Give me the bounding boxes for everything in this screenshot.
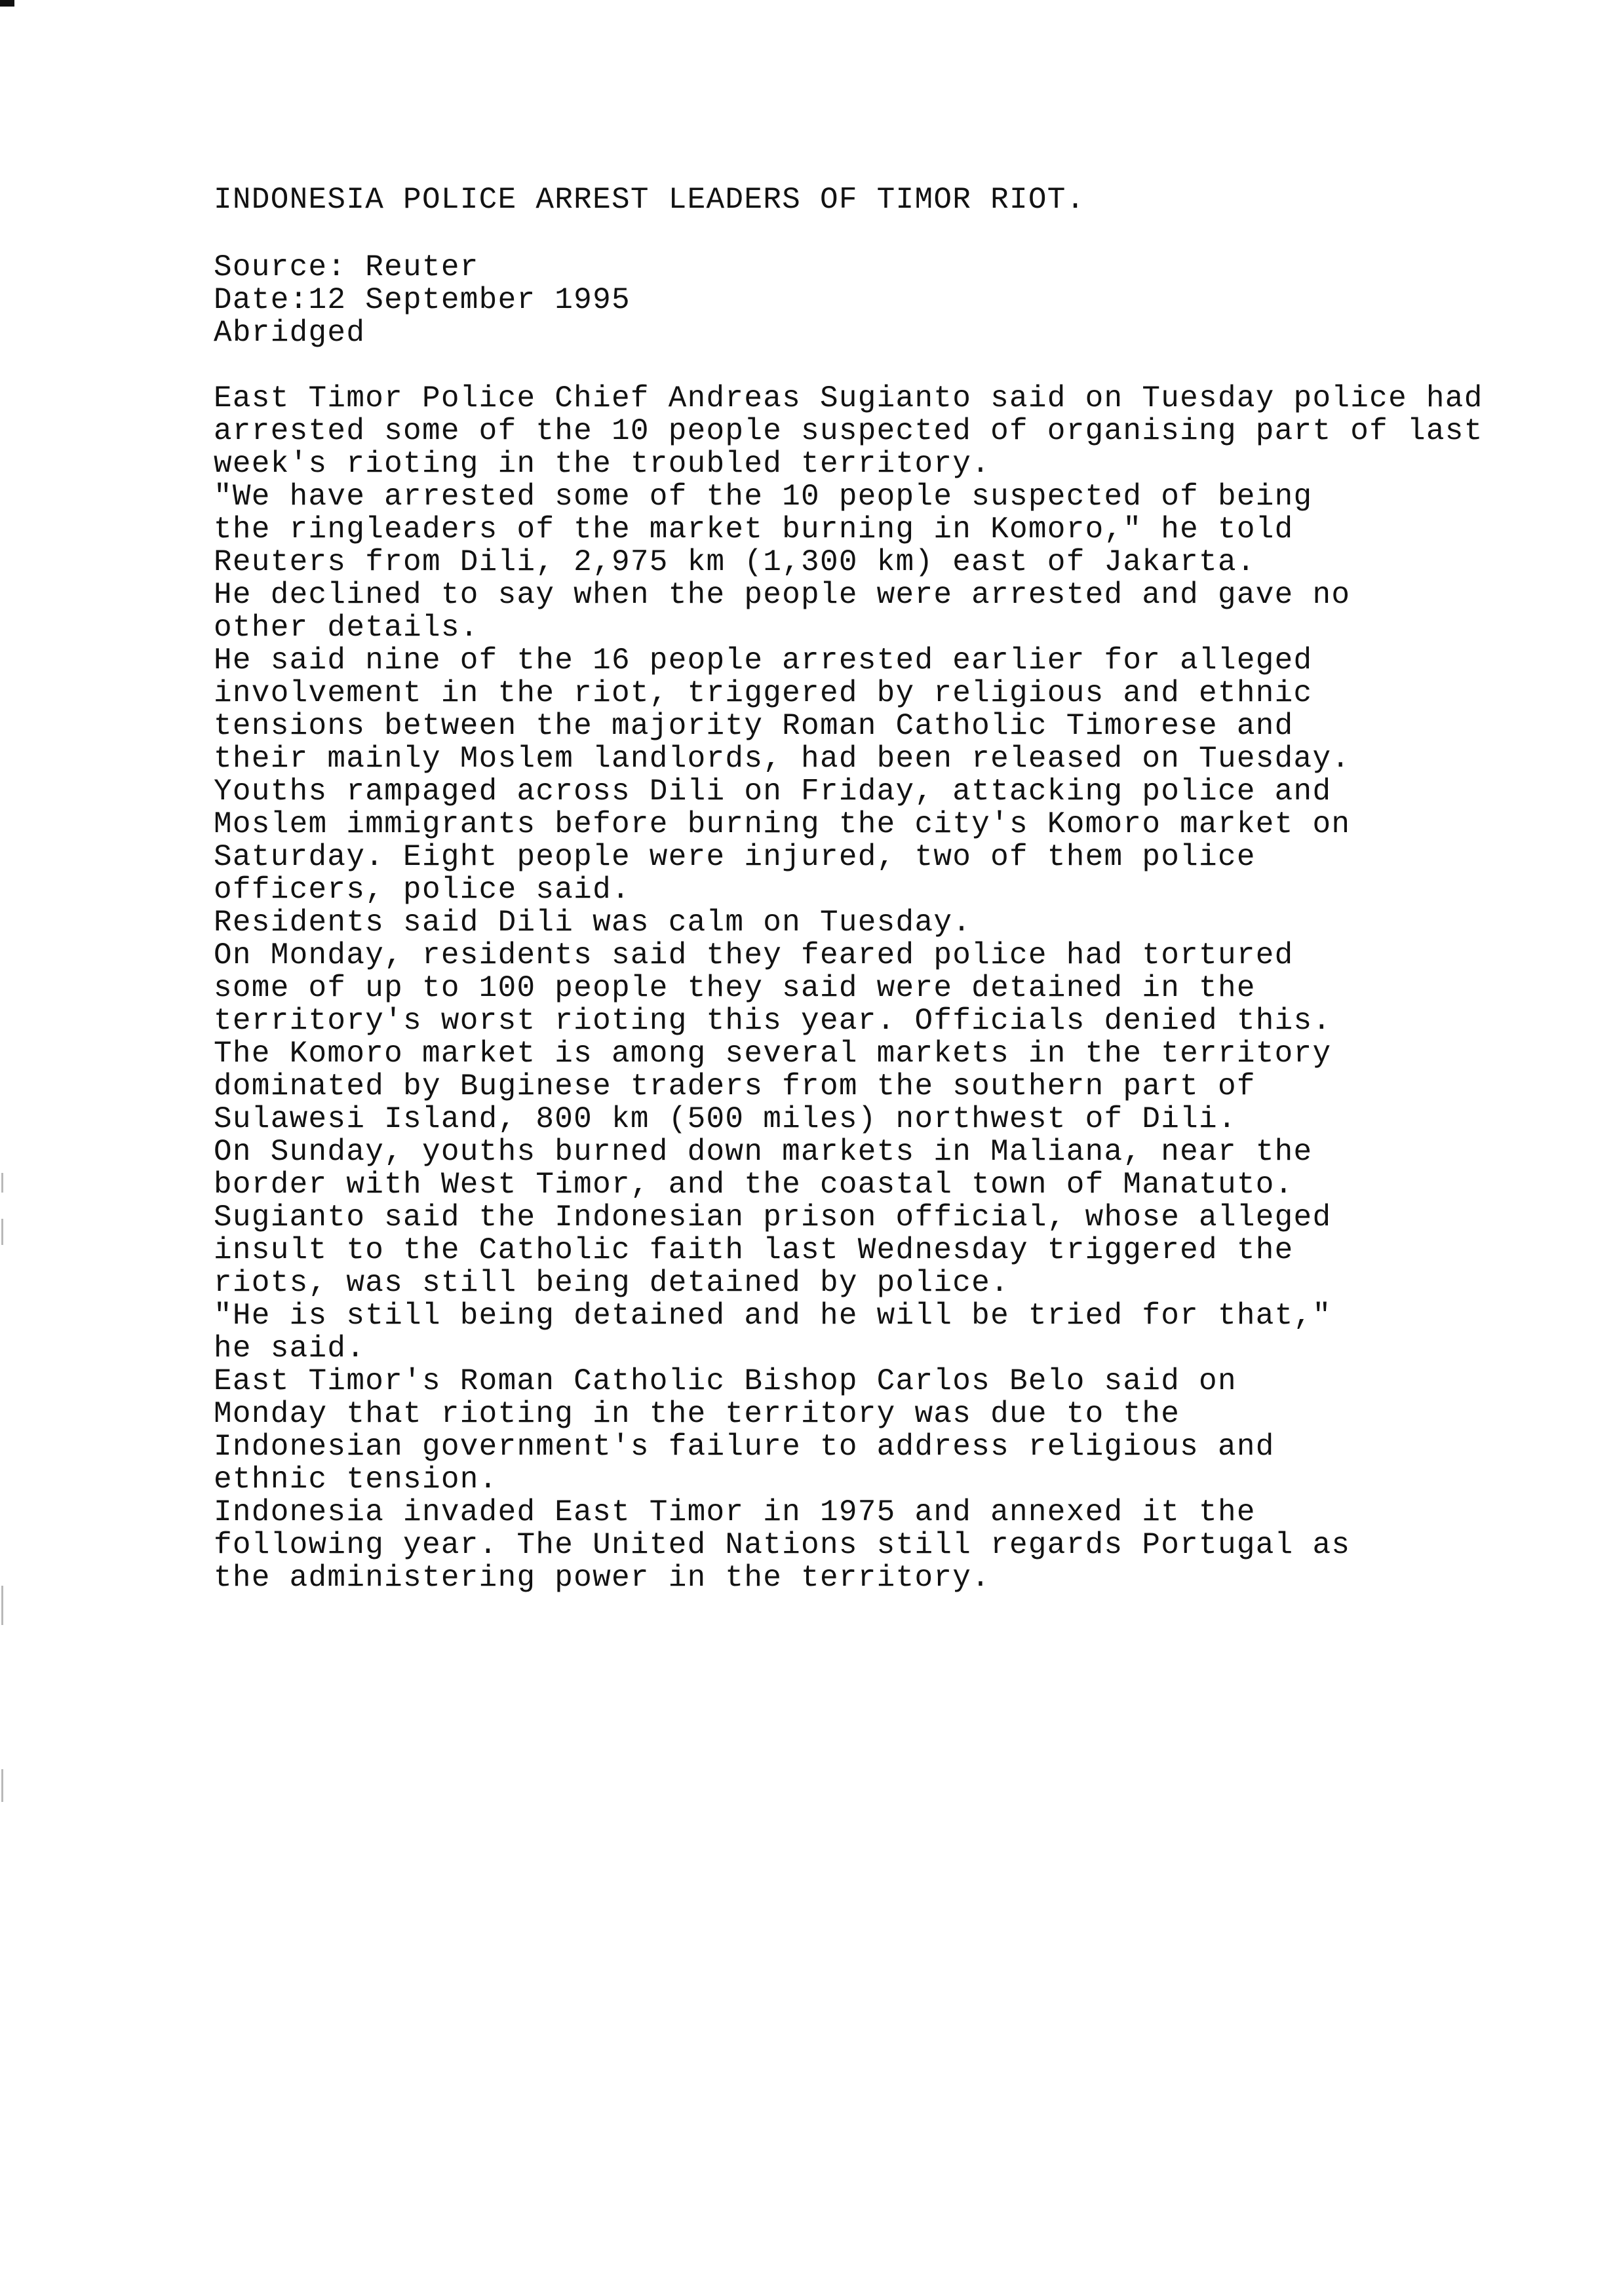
body-line: Moslem immigrants before burning the city's Komoro market on: [214, 807, 1351, 841]
abridged-note: Abridged: [214, 316, 366, 350]
body-line: Residents said Dili was calm on Tuesday.: [214, 906, 972, 940]
body-line: Indonesia invaded East Timor in 1975 and annexed it the: [214, 1495, 1256, 1529]
body-line: He declined to say when the people were arrested and gave no: [214, 578, 1351, 612]
body-line: East Timor's Roman Catholic Bishop Carlos Belo said on: [214, 1364, 1237, 1398]
article-body: [214, 382, 1577, 1594]
body-line: tensions between the majority Roman Catholic Timorese and: [214, 709, 1294, 743]
body-line: the ringleaders of the market burning in Komoro," he told: [214, 512, 1294, 546]
body-line: Reuters from Dili, 2,975 km (1,300 km) east of Jakarta.: [214, 545, 1256, 579]
body-line: The Komoro market is among several markets in the territory: [214, 1037, 1332, 1071]
body-line: some of up to 100 people they said were detained in the: [214, 971, 1256, 1005]
body-line: the administering power in the territory.: [214, 1561, 991, 1595]
body-line: "He is still being detained and he will be tried for that,": [214, 1299, 1332, 1333]
scan-edge-speck: [1, 1219, 3, 1245]
scan-edge-speck: [1, 1586, 3, 1625]
body-line: Sulawesi Island, 800 km (500 miles) northwest of Dili.: [214, 1102, 1237, 1136]
body-line: He said nine of the 16 people arrested earlier for alleged: [214, 643, 1313, 678]
body-line: following year. The United Nations still regards Portugal as: [214, 1528, 1351, 1562]
body-line: border with West Timor, and the coastal town of Manatuto.: [214, 1168, 1294, 1202]
body-line: involvement in the riot, triggered by religious and ethnic: [214, 676, 1313, 710]
spacer: [214, 349, 1577, 382]
body-line: Indonesian government's failure to address religious and: [214, 1430, 1275, 1464]
body-line: insult to the Catholic faith last Wednesday triggered the: [214, 1233, 1294, 1267]
body-line: he said.: [214, 1331, 366, 1366]
body-line: East Timor Police Chief Andreas Sugianto said on Tuesday police had: [214, 381, 1483, 415]
body-line: officers, police said.: [214, 873, 631, 907]
source-line: Source: Reuter: [214, 250, 479, 284]
body-line: territory's worst rioting this year. Officials denied this.: [214, 1004, 1332, 1038]
scan-edge-speck: [1, 1769, 3, 1802]
body-line: Sugianto said the Indonesian prison official, whose alleged: [214, 1200, 1332, 1234]
scan-edge-speck: [1, 1173, 3, 1193]
body-line: their mainly Moslem landlords, had been released on Tuesday.: [214, 742, 1351, 776]
body-line: Monday that rioting in the territory was due to the: [214, 1397, 1180, 1431]
body-line: riots, was still being detained by police.: [214, 1266, 1009, 1300]
body-line: arrested some of the 10 people suspected of organising part of last: [214, 414, 1483, 448]
body-line: Saturday. Eight people were injured, two of them police: [214, 840, 1256, 874]
body-line: On Sunday, youths burned down markets in Maliana, near the: [214, 1135, 1313, 1169]
body-line: ethnic tension.: [214, 1463, 498, 1497]
article: [214, 183, 1577, 1594]
scan-corner-mark: [0, 0, 14, 7]
date-line: Date:12 September 1995: [214, 283, 631, 317]
headline: INDONESIA POLICE ARREST LEADERS OF TIMOR RIOT.: [214, 183, 1085, 217]
body-line: "We have arrested some of the 10 people suspected of being: [214, 480, 1313, 514]
body-line: Youths rampaged across Dili on Friday, attacking police and: [214, 775, 1332, 809]
body-line: other details.: [214, 611, 479, 645]
body-line: dominated by Buginese traders from the southern part of: [214, 1069, 1256, 1103]
body-line: On Monday, residents said they feared police had tortured: [214, 938, 1294, 972]
body-line: week's rioting in the troubled territory.: [214, 447, 991, 481]
